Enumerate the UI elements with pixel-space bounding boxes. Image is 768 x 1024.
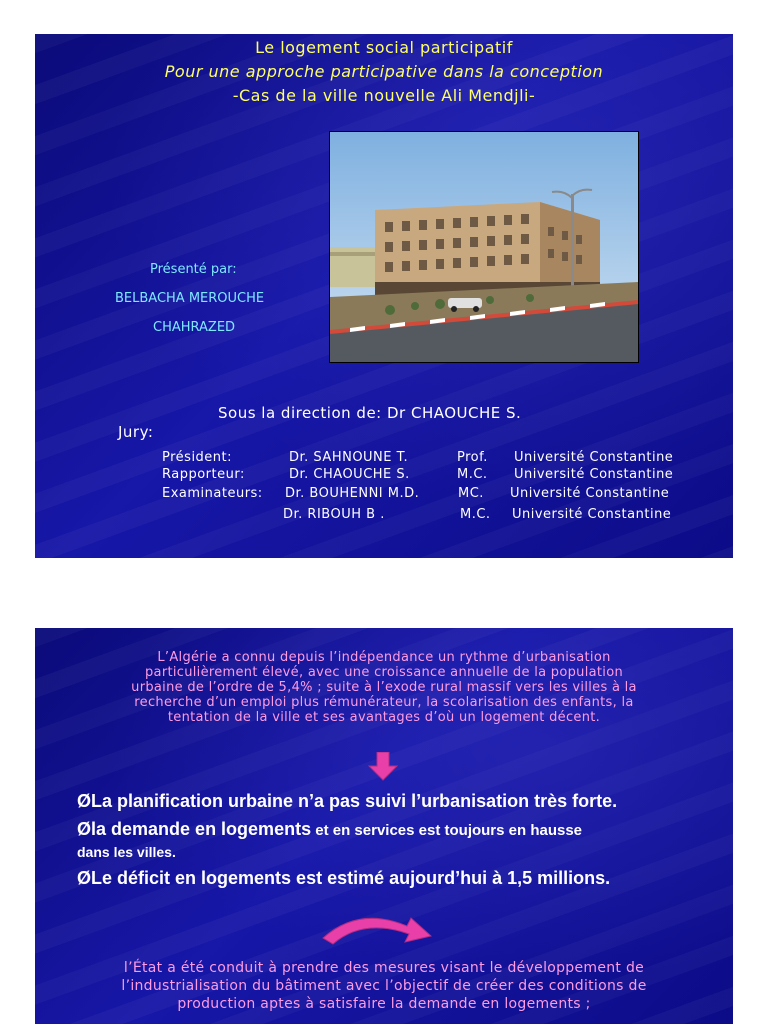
title-line-3: -Cas de la ville nouvelle Ali Mendjli- xyxy=(232,86,536,105)
bullet-demand: Øla demande en logements et en services est toujours en hausse xyxy=(77,819,583,839)
jury-university: Université Constantine xyxy=(514,450,674,465)
title-line-1: Le logement social participatif xyxy=(255,38,513,57)
jury-title: M.C. xyxy=(457,467,488,482)
down-arrow-icon xyxy=(368,752,398,782)
presenter-name-2: CHAHRAZED xyxy=(153,320,236,335)
jury-university: Université Constantine xyxy=(514,467,674,482)
presented-by-label: Présenté par: xyxy=(150,262,237,277)
bullet-symbol-icon: Ø xyxy=(77,819,92,839)
jury-name: Dr. SAHNOUNE T. xyxy=(289,450,409,465)
outro-line: l’industrialisation du bâtiment avec l’objectif de créer des conditions de xyxy=(121,978,647,994)
direction-line: Sous la direction de: Dr CHAOUCHE S. xyxy=(218,404,522,422)
jury-university: Université Constantine xyxy=(510,486,670,501)
intro-line: urbaine de l’ordre de 5,4% ; suite à l’exode rural massif vers les villes à la xyxy=(131,680,637,695)
jury-role: Examinateurs: xyxy=(162,486,263,501)
intro-line: particulièrement élevé, avec une croissance annuelle de la population xyxy=(145,665,623,680)
presenter-name-1: BELBACHA MEROUCHE xyxy=(115,291,265,306)
intro-line: L’Algérie a connu depuis l’indépendance un rythme d’urbanisation xyxy=(157,650,611,665)
bullet-symbol-icon: Ø xyxy=(77,868,92,888)
title-line-2: Pour une approche participative dans la conception xyxy=(164,62,604,81)
outro-line: production aptes à satisfaire la demande en logements ; xyxy=(177,996,591,1012)
bullet-planning: ØLa planification urbaine n’a pas suivi l’urbanisation très forte. xyxy=(77,791,618,811)
jury-title: Prof. xyxy=(457,450,488,465)
slide-title xyxy=(35,34,733,558)
bullet-deficit: ØLe déficit en logements est estimé aujourd’hui à 1,5 millions. xyxy=(77,868,611,888)
jury-name: Dr. BOUHENNI M.D. xyxy=(285,486,420,501)
jury-title: M.C. xyxy=(460,507,491,522)
outro-line: l’État a été conduit à prendre des mesures visant le développement de xyxy=(123,960,645,976)
jury-name: Dr. RIBOUH B . xyxy=(283,507,385,522)
bullet-demand-line2: dans les villes. xyxy=(77,844,176,860)
jury-role: Rapporteur: xyxy=(162,467,245,482)
jury-name: Dr. CHAOUCHE S. xyxy=(289,467,410,482)
jury-label: Jury: xyxy=(118,423,154,441)
bullet-symbol-icon: Ø xyxy=(77,791,92,811)
jury-title: MC. xyxy=(458,486,484,501)
jury-role: Président: xyxy=(162,450,233,465)
intro-line: tentation de la ville et ses avantages d’où un logement décent. xyxy=(167,710,601,725)
slide-context xyxy=(35,628,733,1024)
intro-line: recherche d’un emploi plus rémunérateur, la scolarisation des enfants, la xyxy=(134,695,634,710)
building-photo xyxy=(329,131,639,363)
jury-university: Université Constantine xyxy=(512,507,672,522)
curved-arrow-icon xyxy=(319,912,435,946)
